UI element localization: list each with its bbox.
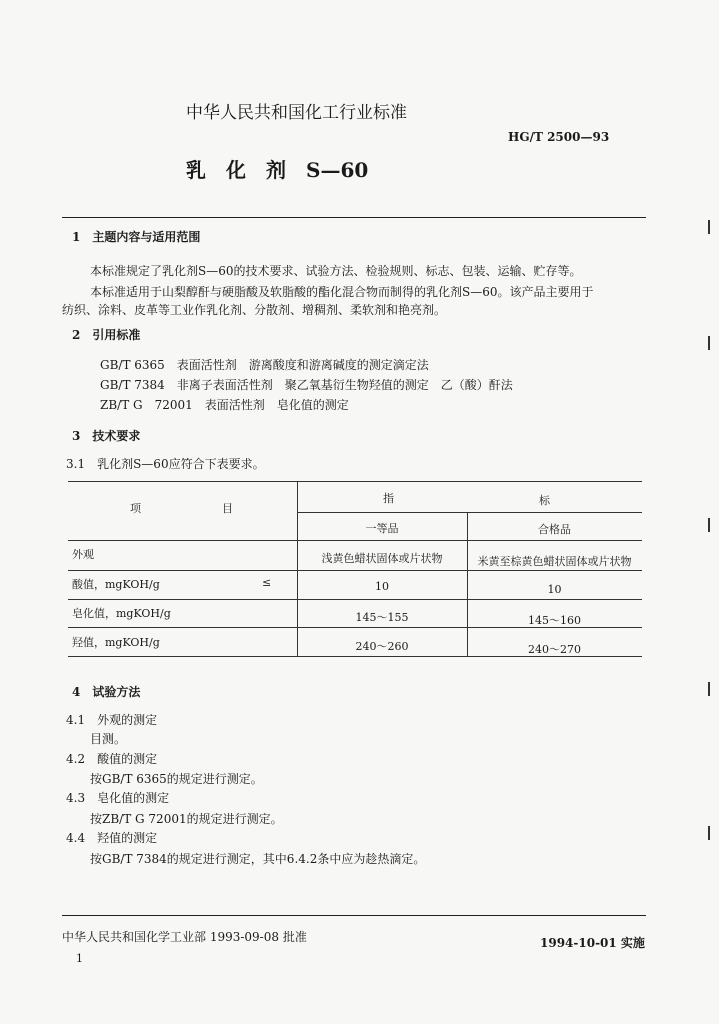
table-cell-qualified: 米黄至棕黄色蜡状固体或片状物 (477, 555, 632, 568)
table-cell-first: 145～155 (355, 611, 409, 624)
document-title: 乳 化 剂 S—60 (186, 158, 369, 182)
table-cell-first: 10 (375, 580, 389, 593)
page-number: 1 (76, 952, 83, 965)
section-1-para-2b: 纺织、涂料、皮革等工业作乳化剂、分散剂、增稠剂、柔软剂和艳亮剂。 (62, 303, 447, 317)
table-cell-qualified: 145～160 (528, 614, 581, 627)
reference-1: GB/T 6365 表面活性剂 游离酸度和游离碱度的测定滴定法 (100, 358, 429, 372)
section-4-heading: 4 试验方法 (72, 685, 141, 699)
section-1-heading: 1 主题内容与适用范围 (72, 230, 201, 244)
item-4-4: 4.4 羟值的测定 (66, 831, 158, 845)
scan-mark (708, 518, 710, 532)
reference-3: ZB/T G 72001 表面活性剂 皂化值的测定 (100, 398, 349, 412)
section-3-heading: 3 技术要求 (72, 429, 141, 443)
item-4-3-text: 按ZB/T G 72001的规定进行测定。 (90, 812, 283, 826)
table-row-name: 羟值，mgKOH/g (72, 636, 160, 649)
section-2-heading: 2 引用标准 (72, 328, 141, 342)
table-cell-qualified: 240～270 (528, 643, 581, 656)
reference-2: GB/T 7384 非离子表面活性剂 聚乙氧基衍生物羟值的测定 乙（酸）酐法 (100, 378, 513, 392)
item-4-1-text: 目测。 (90, 732, 127, 746)
section-1-para-1: 本标准规定了乳化剂S—60的技术要求、试验方法、检验规则、标志、包装、运输、贮存等。 (90, 264, 582, 278)
issuing-org: 中华人民共和国化工行业标准 (186, 103, 407, 123)
item-4-4-text: 按GB/T 7384的规定进行测定，其中6.4.2条中应为趁热滴定。 (90, 852, 426, 866)
table-cell-qualified: 10 (547, 583, 562, 596)
item-4-1: 4.1 外观的测定 (66, 713, 158, 727)
table-row-name: 酸值，mgKOH/g (72, 578, 160, 591)
table-header-rule (68, 540, 642, 541)
header-first-grade: 一等品 (365, 522, 399, 535)
scan-mark (708, 682, 710, 696)
table-row-rule (68, 599, 642, 600)
scan-mark (708, 826, 710, 840)
table-cell-first: 240～260 (355, 640, 409, 653)
scan-mark (708, 336, 710, 350)
table-row-name: 外观 (72, 548, 94, 561)
scan-mark (708, 220, 710, 234)
header-zhi: 指 (383, 492, 394, 505)
table-row-operator: ≤ (262, 576, 272, 589)
approval-line: 中华人民共和国化学工业部 1993-09-08 批准 (62, 930, 307, 944)
table-row-rule (68, 570, 642, 571)
table-cell-first: 浅黄色蜡状固体或片状物 (321, 552, 443, 565)
header-qualified-grade: 合格品 (538, 523, 571, 536)
item-4-2: 4.2 酸值的测定 (66, 752, 158, 766)
section-3-1-text: 3.1 乳化剂S—60应符合下表要求。 (66, 457, 265, 471)
header-rule (62, 217, 646, 218)
table-top-rule (68, 481, 642, 482)
footer-rule (62, 915, 646, 916)
implementation-date: 1994-10-01 实施 (540, 936, 645, 950)
section-1-para-2a: 本标准适用于山梨醇酐与硬脂酸及软脂酸的酯化混合物而制得的乳化剂S—60。该产品主要用于 (90, 285, 594, 299)
header-biao: 标 (539, 494, 550, 507)
table-row-name: 皂化值，mgKOH/g (72, 607, 171, 620)
standard-code: HG/T 2500—93 (508, 130, 610, 144)
table-column-rule (297, 481, 298, 656)
item-4-2-text: 按GB/T 6365的规定进行测定。 (90, 772, 263, 786)
table-sub-header-rule (297, 512, 642, 513)
header-item: 项 (130, 502, 141, 515)
header-mu: 目 (222, 502, 233, 515)
item-4-3: 4.3 皂化值的测定 (66, 791, 170, 805)
